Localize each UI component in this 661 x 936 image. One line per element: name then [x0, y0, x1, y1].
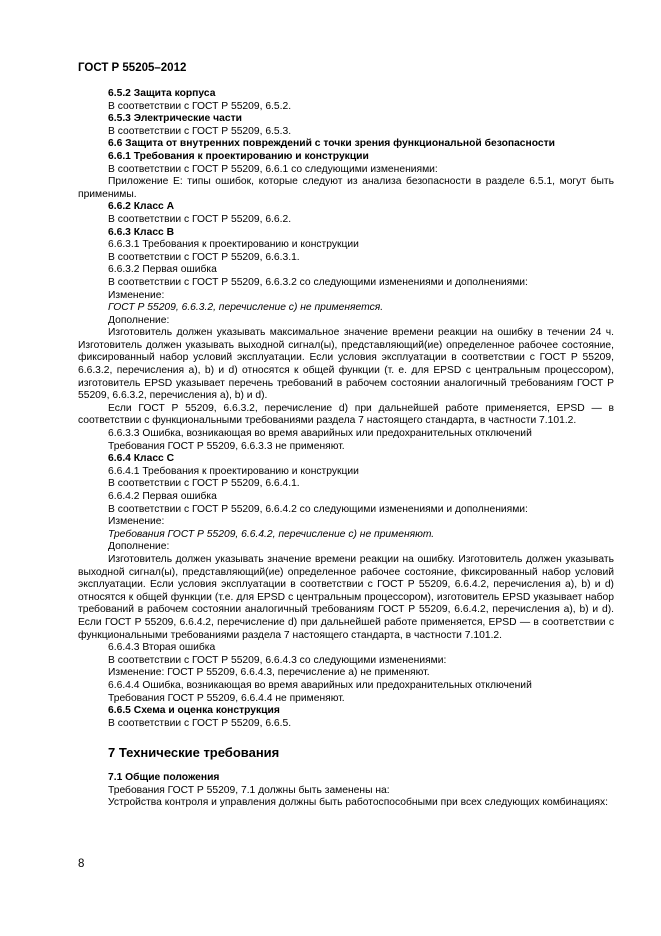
- heading-6-6-5: 6.6.5 Схема и оценка конструкция: [108, 705, 280, 717]
- paragraph: Требования ГОСТ Р 55209, 6.6.3.3 не применяют.: [108, 440, 345, 452]
- addition-label: Дополнение:: [108, 541, 170, 553]
- document-body: [78, 88, 614, 810]
- paragraph: Требования ГОСТ Р 55209, 6.6.4.4 не применяют.: [108, 692, 345, 704]
- paragraph: В соответствии с ГОСТ Р 55209, 6.6.4.3 со следующими изменениями:: [108, 654, 447, 666]
- paragraph: Изменение: ГОСТ Р 55209, 6.6.4.3, перечисление а) не применяют.: [108, 667, 430, 679]
- subheading: 6.6.3.1 Требования к проектированию и конструкции: [108, 239, 359, 251]
- subheading: 6.6.4.3 Вторая ошибка: [108, 642, 216, 654]
- paragraph: В соответствии с ГОСТ Р 55209, 6.6.3.2 со следующими изменениями и дополнениями:: [108, 276, 528, 288]
- change-label: Изменение:: [108, 516, 165, 528]
- subheading: 6.6.3.3 Ошибка, возникающая во время аварийных или предохранительных отключений: [108, 428, 532, 440]
- subheading: 6.6.3.2 Первая ошибка: [108, 264, 217, 276]
- heading-6-6-4: 6.6.4 Класс С: [108, 453, 175, 465]
- paragraph: В соответствии с ГОСТ Р 55209, 6.5.3.: [108, 125, 292, 137]
- heading-6-6: 6.6 Защита от внутренних повреждений с точки зрения функциональной безопасности: [108, 138, 556, 150]
- paragraph: Приложение Е: типы ошибок, которые следуют из анализа безопасности в разделе 6.5.1, могут быть применимы.: [78, 176, 614, 200]
- addition-label: Дополнение:: [108, 314, 170, 326]
- paragraph: В соответствии с ГОСТ Р 55209, 6.5.2.: [108, 100, 292, 112]
- change-text: [78, 302, 614, 315]
- paragraph: В соответствии с ГОСТ Р 55209, 6.6.4.2 со следующими изменениями и дополнениями:: [108, 503, 528, 515]
- subheading: 6.6.4.4 Ошибка, возникающая во время аварийных или предохранительных отключений: [108, 679, 532, 691]
- heading-6-6-3: 6.6.3 Класс В: [108, 226, 175, 238]
- section-heading-7: 7 Технические требования: [108, 745, 280, 761]
- paragraph: В соответствии с ГОСТ Р 55209, 6.6.5.: [108, 717, 292, 729]
- subheading: 6.6.4.1 Требования к проектированию и конструкции: [108, 465, 359, 477]
- heading-7-1: 7.1 Общие положения: [108, 772, 220, 784]
- paragraph: В соответствии с ГОСТ Р 55209, 6.6.4.1.: [108, 478, 300, 490]
- page-number: 8: [78, 858, 85, 870]
- paragraph: В соответствии с ГОСТ Р 55209, 6.6.1 со следующими изменениями:: [108, 163, 438, 175]
- change-text-italic: Требования ГОСТ Р 55209, 6.6.4.2, перечисление с) не применяют.: [108, 528, 435, 540]
- heading-6-5-3: 6.5.3 Электрические части: [108, 113, 242, 125]
- subheading: 6.6.4.2 Первая ошибка: [108, 491, 217, 502]
- paragraph: В соответствии с ГОСТ Р 55209, 6.6.2.: [108, 213, 292, 225]
- paragraph: В соответствии с ГОСТ Р 55209, 6.6.3.1.: [108, 251, 300, 263]
- paragraph: Устройства контроля и управления должны быть работоспособными при всех следующих комбинациях:: [108, 797, 608, 809]
- paragraph: Требования ГОСТ Р 55209, 7.1 должны быть заменены на:: [108, 784, 390, 796]
- addition-text: Изготовитель должен указывать значение времени реакции на ошибку. Изготовитель должен указывать выходной сигнал(ы), представляющий(ие) определенное рабочее состояние, фиксированный набор условий эксплуатации. Если условия эксплуатации в соответствии с ГОСТ Р 55209, 6.6.4.2, перечисления а), b) и d) относятся к общей функции (т.е. для EPSD с центральным процессором), изготовитель EPSD указывает набор требований в рабочем состоянии аналогичный требованиям ГОСТ Р 55209, 6.6.4.2, перечисления а), b) и d). Если ГОСТ Р 55209, 6.6.4.2, перечисление d) при дальнейшей работе применяется, EPSD — в соответствии с функциональными требованиями раздела 7 настоящего стандарта, в частности 7.101.2.: [78, 553, 614, 641]
- heading-6-6-2: 6.6.2 Класс А: [108, 201, 175, 213]
- heading-6-5-2: 6.5.2 Защита корпуса: [108, 88, 216, 99]
- change-label: Изменение:: [108, 289, 165, 301]
- document-header: ГОСТ Р 55205–2012: [78, 62, 187, 74]
- addition-text: Изготовитель должен указывать максимальное значение времени реакции на ошибку в течении 24 ч. Изготовитель должен указывать выходной сигнал(ы), представляющий(ие) определенное рабочее состояние, фиксированный набор условий эксплуатации. Если условия эксплуатации в соответствии с ГОСТ Р 55209, 6.6.3.2, перечисления а), b) и d) относятся к общей функции (т. е. для EPSD с центральным процессором), изготовитель EPSD указывает перечень требований в рабочем состоянии аналогичный требованиям ГОСТ Р 55209, 6.6.3.2, перечисления а), b) и d).: [78, 327, 614, 402]
- heading-6-6-1: 6.6.1 Требования к проектированию и конструкции: [108, 150, 369, 162]
- change-text: [78, 529, 614, 542]
- addition-text: Если ГОСТ Р 55209, 6.6.3.2, перечисление d) при дальнейшей работе применяется, EPSD — в соответствии с функциональными требованиями раздела 7 настоящего стандарта, в частности 7.101.2.: [78, 402, 614, 427]
- change-text-italic: ГОСТ Р 55209, 6.6.3.2, перечисление с) не применяется.: [108, 302, 384, 314]
